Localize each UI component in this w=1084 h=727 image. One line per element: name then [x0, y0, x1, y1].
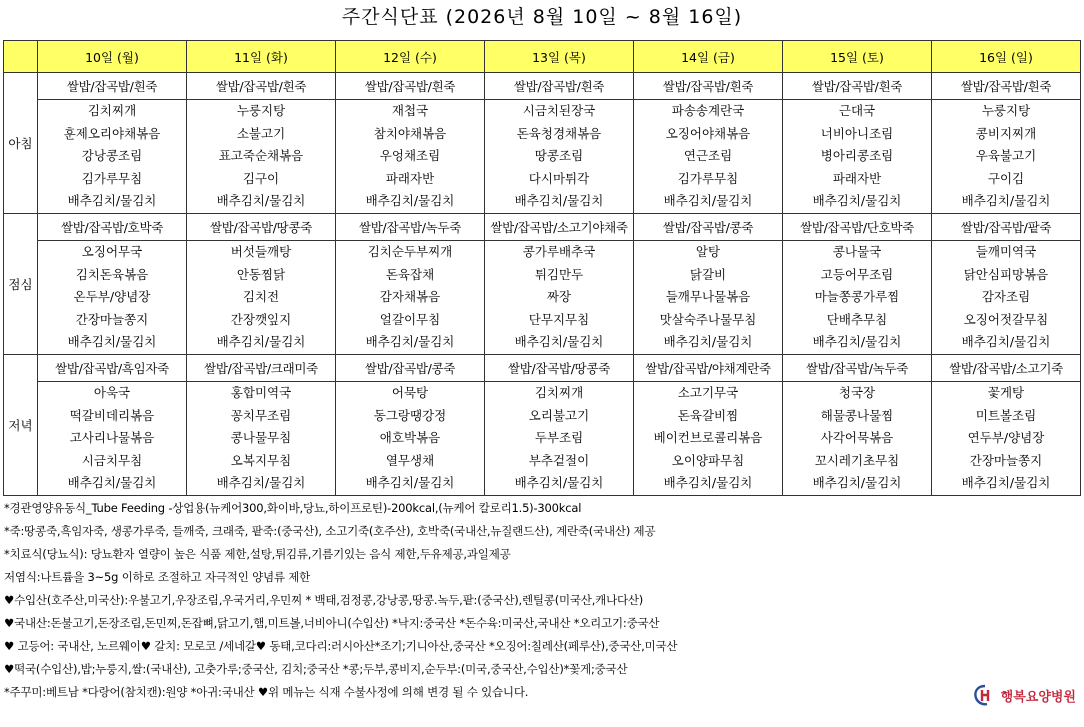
dish-item: 참치야채볶음 [373, 125, 447, 141]
dish-item: 배추김치/물김치 [812, 193, 902, 209]
dish-item: 시금치된장국 [522, 103, 596, 118]
dish-item: 단무지무침 [528, 311, 590, 327]
dish-item: 아욱국 [93, 384, 131, 400]
note-line: ♥떡국(수입산),밥;누룽지,쌀:(국내산), 고춧가루;중국산, 김치;중국산 *콩;두부,콩비지,순두부:(미국,중국산,수입산)*꽃게;중국산 [4, 662, 628, 676]
rice-cell: 쌀밥/잡곡밥/야채계란죽 [634, 354, 783, 381]
rice-cell: 쌀밥/잡곡밥/흰죽 [485, 73, 634, 100]
header-row [4, 41, 1081, 73]
rice-cell: 쌀밥/잡곡밥/흰죽 [187, 73, 336, 100]
dish-item: 오이양파무침 [671, 452, 745, 468]
dishes-cell [485, 240, 634, 354]
dishes-cell [336, 381, 485, 495]
dish-item: 콩나물국 [832, 243, 882, 259]
dish-item: 배추김치/물김치 [663, 475, 753, 491]
dish-item: 강낭콩조림 [81, 148, 143, 164]
dish-item: 애호박볶음 [379, 430, 441, 446]
dish-item: 오징어무국 [81, 243, 143, 259]
dish-item: 구이김 [987, 170, 1025, 186]
dish-item: 안동찜닭 [236, 266, 286, 282]
dish-item: 배추김치/물김치 [514, 193, 604, 209]
rice-row [4, 213, 1081, 240]
note-line: ♥ 고등어: 국내산, 노르웨이♥ 갈치: 모로코 /세네갈♥ 동태,코다리:러시아산*조기;기니아산,중국산 *오징어:칠레산(페루산),중국산,미국산 [4, 639, 678, 653]
dishes-cell [336, 100, 485, 214]
hospital-name: 행복요양병원 [1000, 689, 1076, 705]
dish-item: 열무생채 [385, 452, 435, 468]
rice-row [4, 354, 1081, 381]
rice-cell: 쌀밥/잡곡밥/호박죽 [38, 213, 187, 240]
dish-item: 배추김치/물김치 [663, 193, 753, 209]
dish-item: 오복지무침 [230, 452, 292, 468]
dish-item: 배추김치/물김치 [812, 475, 902, 491]
dishes-cell [187, 240, 336, 354]
dish-item: 배추김치/물김치 [216, 193, 306, 209]
dish-item: 고사리나물볶음 [69, 430, 155, 446]
header-corner [4, 41, 38, 73]
dish-item: 누룽지탕 [236, 103, 286, 118]
dish-item: 오징어야채볶음 [665, 125, 751, 141]
dishes-row [4, 240, 1081, 354]
dishes-cell [38, 240, 187, 354]
dishes-cell [783, 240, 932, 354]
dish-item: 돈육청경채볶음 [516, 125, 602, 141]
dish-item: 감자조림 [981, 289, 1031, 305]
dish-item: 돈육갈비찜 [677, 407, 739, 423]
dish-item: 파래자반 [385, 170, 435, 186]
dish-item: 오리불고기 [528, 407, 590, 423]
dish-item: 근대국 [838, 103, 876, 118]
rice-cell: 쌀밥/잡곡밥/흰죽 [634, 73, 783, 100]
dish-item: 배추김치/물김치 [514, 334, 604, 350]
dish-item: 들깨미역국 [975, 243, 1037, 259]
dish-item: 청국장 [838, 384, 876, 400]
dishes-row [4, 381, 1081, 495]
dish-item: 파래자반 [832, 170, 882, 186]
page-title: 주간식단표 (2026년 8월 10일 ~ 8월 16일) [341, 6, 743, 28]
day-header: 11일 (화) [187, 41, 336, 73]
dish-item: 김치찌개 [87, 103, 137, 118]
dish-item: 온두부/양념장 [73, 289, 151, 305]
dish-item: 시금치무침 [81, 452, 143, 468]
dish-item: 간장마늘쫑지 [75, 311, 149, 327]
dish-item: 사각어묵볶음 [820, 430, 894, 446]
dish-item: 맛살숙주나물무침 [659, 311, 757, 327]
dish-item: 배추김치/물김치 [961, 193, 1051, 209]
rice-cell: 쌀밥/잡곡밥/땅콩죽 [485, 354, 634, 381]
dish-item: 김치순두부찌개 [367, 243, 453, 259]
dish-item: 닭안심피망볶음 [963, 266, 1049, 282]
dish-item: 고등어무조림 [820, 266, 894, 282]
notes [4, 497, 1080, 704]
dish-item: 배추김치/물김치 [67, 334, 157, 350]
dish-item: 배추김치/물김치 [365, 475, 455, 491]
dish-item: 소불고기 [236, 125, 286, 141]
dish-item: 김가루무침 [677, 170, 739, 186]
dish-item: 간장마늘쫑지 [969, 452, 1043, 468]
dish-item: 김치돈육볶음 [75, 266, 149, 282]
day-header: 10일 (월) [38, 41, 187, 73]
dishes-cell [783, 100, 932, 214]
day-header: 13일 (목) [485, 41, 634, 73]
dish-item: 훈제오리야채볶음 [63, 125, 161, 141]
dish-item: 두부조림 [534, 430, 584, 446]
dish-item: 짜장 [546, 289, 572, 305]
dish-item: 단배추무침 [826, 311, 888, 327]
rice-cell: 쌀밥/잡곡밥/콩죽 [336, 354, 485, 381]
dishes-cell [783, 381, 932, 495]
dish-item: 배추김치/물김치 [812, 334, 902, 350]
rice-cell: 쌀밥/잡곡밥/흰죽 [38, 73, 187, 100]
day-header: 12일 (수) [336, 41, 485, 73]
dish-item: 배추김치/물김치 [365, 193, 455, 209]
rice-cell: 쌀밥/잡곡밥/녹두죽 [336, 213, 485, 240]
meal-label: 점심 [4, 213, 38, 354]
hospital-logo-icon [973, 684, 997, 706]
rice-cell: 쌀밥/잡곡밥/녹두죽 [783, 354, 932, 381]
dishes-cell [634, 240, 783, 354]
dishes-cell [485, 100, 634, 214]
dish-item: 얼갈이무침 [379, 311, 441, 327]
dish-item: 파송송계란국 [671, 103, 745, 118]
dishes-cell [932, 100, 1081, 214]
day-header: 15일 (토) [783, 41, 932, 73]
hospital-logo [973, 683, 1076, 707]
dishes-cell [634, 381, 783, 495]
dish-item: 베이컨브로콜리볶음 [653, 430, 763, 446]
dish-item: 미트볼조림 [975, 407, 1037, 423]
dish-item: 배추김치/물김치 [216, 475, 306, 491]
dishes-cell [932, 240, 1081, 354]
note-line: *주꾸미:베트남 *다랑어(참치캔):원양 *아귀:국내산 ♥위 메뉴는 식재 수불사정에 의해 변경 될 수 있습니다. [4, 685, 529, 699]
dish-item: 배추김치/물김치 [67, 475, 157, 491]
dishes-cell [38, 100, 187, 214]
note-line: ♥수입산(호주산,미국산):우불고기,우장조림,우국거리,우민찌 * 백태,검정콩,강낭콩,땅콩.녹두,팥:(중국산),렌틸콩(미국산,캐나다산) [4, 593, 644, 607]
dish-item: 떡갈비데리볶음 [69, 407, 155, 423]
dish-item: 연두부/양념장 [967, 430, 1045, 446]
dish-item: 병아리콩조림 [820, 148, 894, 164]
rice-row [4, 73, 1081, 100]
dish-item: 꽃게탕 [987, 384, 1025, 400]
dish-item: 콩비지찌개 [975, 125, 1037, 141]
note-line: ♥국내산:돈불고기,돈장조림,돈민찌,돈잡뼈,닭고기,햄,미트볼,너비아니(수입산) *낙지:중국산 *돈수육:미국산,국내산 *오리고기:중국산 [4, 616, 660, 630]
rice-cell: 쌀밥/잡곡밥/콩죽 [634, 213, 783, 240]
note-line: 저염식:나트륨을 3~5g 이하로 조절하고 자극적인 양념류 제한 [4, 570, 311, 584]
dishes-cell [38, 381, 187, 495]
rice-cell: 쌀밥/잡곡밥/팥죽 [932, 213, 1081, 240]
rice-cell: 쌀밥/잡곡밥/땅콩죽 [187, 213, 336, 240]
dish-item: 알탕 [695, 243, 721, 259]
dish-item: 콩가루배추국 [522, 243, 596, 259]
dish-item: 다시마튀각 [528, 170, 590, 186]
dishes-row [4, 100, 1081, 214]
dish-item: 간장깻잎지 [230, 311, 292, 327]
dish-item: 돈육잡채 [385, 266, 435, 282]
rice-cell: 쌀밥/잡곡밥/흰죽 [336, 73, 485, 100]
dish-item: 김치찌개 [534, 384, 584, 400]
dish-item: 김가루무침 [81, 170, 143, 186]
day-header: 16일 (일) [932, 41, 1081, 73]
dish-item: 우엉채조림 [379, 148, 441, 164]
dishes-cell [485, 381, 634, 495]
note-line: *죽:땅콩죽,흑임자죽, 생콩가루죽, 들깨죽, 크래죽, 팥죽:(중국산), 소고기죽(호주산), 호박죽(국내산,뉴질랜드산), 계란죽(국내산) 제공 [4, 524, 656, 538]
dish-item: 배추김치/물김치 [961, 475, 1051, 491]
meal-label: 아침 [4, 73, 38, 214]
meal-label: 저녁 [4, 354, 38, 495]
dish-item: 누룽지탕 [981, 103, 1031, 118]
dish-item: 닭갈비 [689, 266, 727, 282]
dish-item: 배추김치/물김치 [663, 334, 753, 350]
dish-item: 어묵탕 [391, 384, 429, 400]
dish-item: 버섯들깨탕 [230, 243, 292, 259]
dish-item: 배추김치/물김치 [961, 334, 1051, 350]
dish-item: 해물콩나물찜 [820, 407, 894, 423]
dish-item: 꽁치무조림 [230, 407, 292, 423]
dish-item: 배추김치/물김치 [216, 334, 306, 350]
dish-item: 배추김치/물김치 [514, 475, 604, 491]
dish-item: 동그랑땡강정 [373, 407, 447, 423]
dish-item: 들깨무나물볶음 [665, 289, 751, 305]
dish-item: 오징어젓갈무침 [963, 311, 1049, 327]
rice-cell: 쌀밥/잡곡밥/크래미죽 [187, 354, 336, 381]
rice-cell: 쌀밥/잡곡밥/단호박죽 [783, 213, 932, 240]
dish-item: 우육불고기 [975, 148, 1037, 164]
dish-item: 배추김치/물김치 [67, 193, 157, 209]
dish-item: 연근조림 [683, 148, 733, 164]
dish-item: 땅콩조림 [534, 148, 584, 164]
note-line: *경관영양유동식_Tube Feeding -상업용(뉴케어300,화이바,당뇨,하이프로틴)-200kcal,(뉴케어 칼로리1.5)-300kcal [4, 501, 582, 515]
rice-cell: 쌀밥/잡곡밥/흑임자죽 [38, 354, 187, 381]
dishes-cell [187, 381, 336, 495]
dish-item: 소고기무국 [677, 384, 739, 400]
dish-item: 감자채볶음 [379, 289, 441, 305]
dish-item: 너비아니조림 [820, 125, 894, 141]
dish-item: 부추겉절이 [528, 452, 590, 468]
day-header: 14일 (금) [634, 41, 783, 73]
dish-item: 꼬시레기초무침 [814, 452, 900, 468]
note-line: *치료식(당뇨식): 당뇨환자 열량이 높은 식품 제한,설탕,튀김류,기름기있는 음식 제한,두유제공,과일제공 [4, 547, 511, 561]
rice-cell: 쌀밥/잡곡밥/흰죽 [932, 73, 1081, 100]
rice-cell: 쌀밥/잡곡밥/소고기야채죽 [485, 213, 634, 240]
weekly-menu-table [3, 40, 1081, 496]
dish-item: 재첩국 [391, 103, 429, 118]
dishes-cell [336, 240, 485, 354]
dishes-cell [187, 100, 336, 214]
dishes-cell [634, 100, 783, 214]
dish-item: 홍합미역국 [230, 384, 292, 400]
rice-cell: 쌀밥/잡곡밥/소고기죽 [932, 354, 1081, 381]
dishes-cell [932, 381, 1081, 495]
dish-item: 김구이 [242, 170, 280, 186]
dish-item: 배추김치/물김치 [365, 334, 455, 350]
rice-cell: 쌀밥/잡곡밥/흰죽 [783, 73, 932, 100]
dish-item: 김치전 [242, 289, 280, 305]
dish-item: 콩나물무침 [230, 430, 292, 446]
dish-item: 마늘쫑콩가루찜 [814, 289, 900, 305]
dish-item: 표고죽순채볶음 [218, 148, 304, 164]
dish-item: 튀김만두 [534, 266, 584, 282]
